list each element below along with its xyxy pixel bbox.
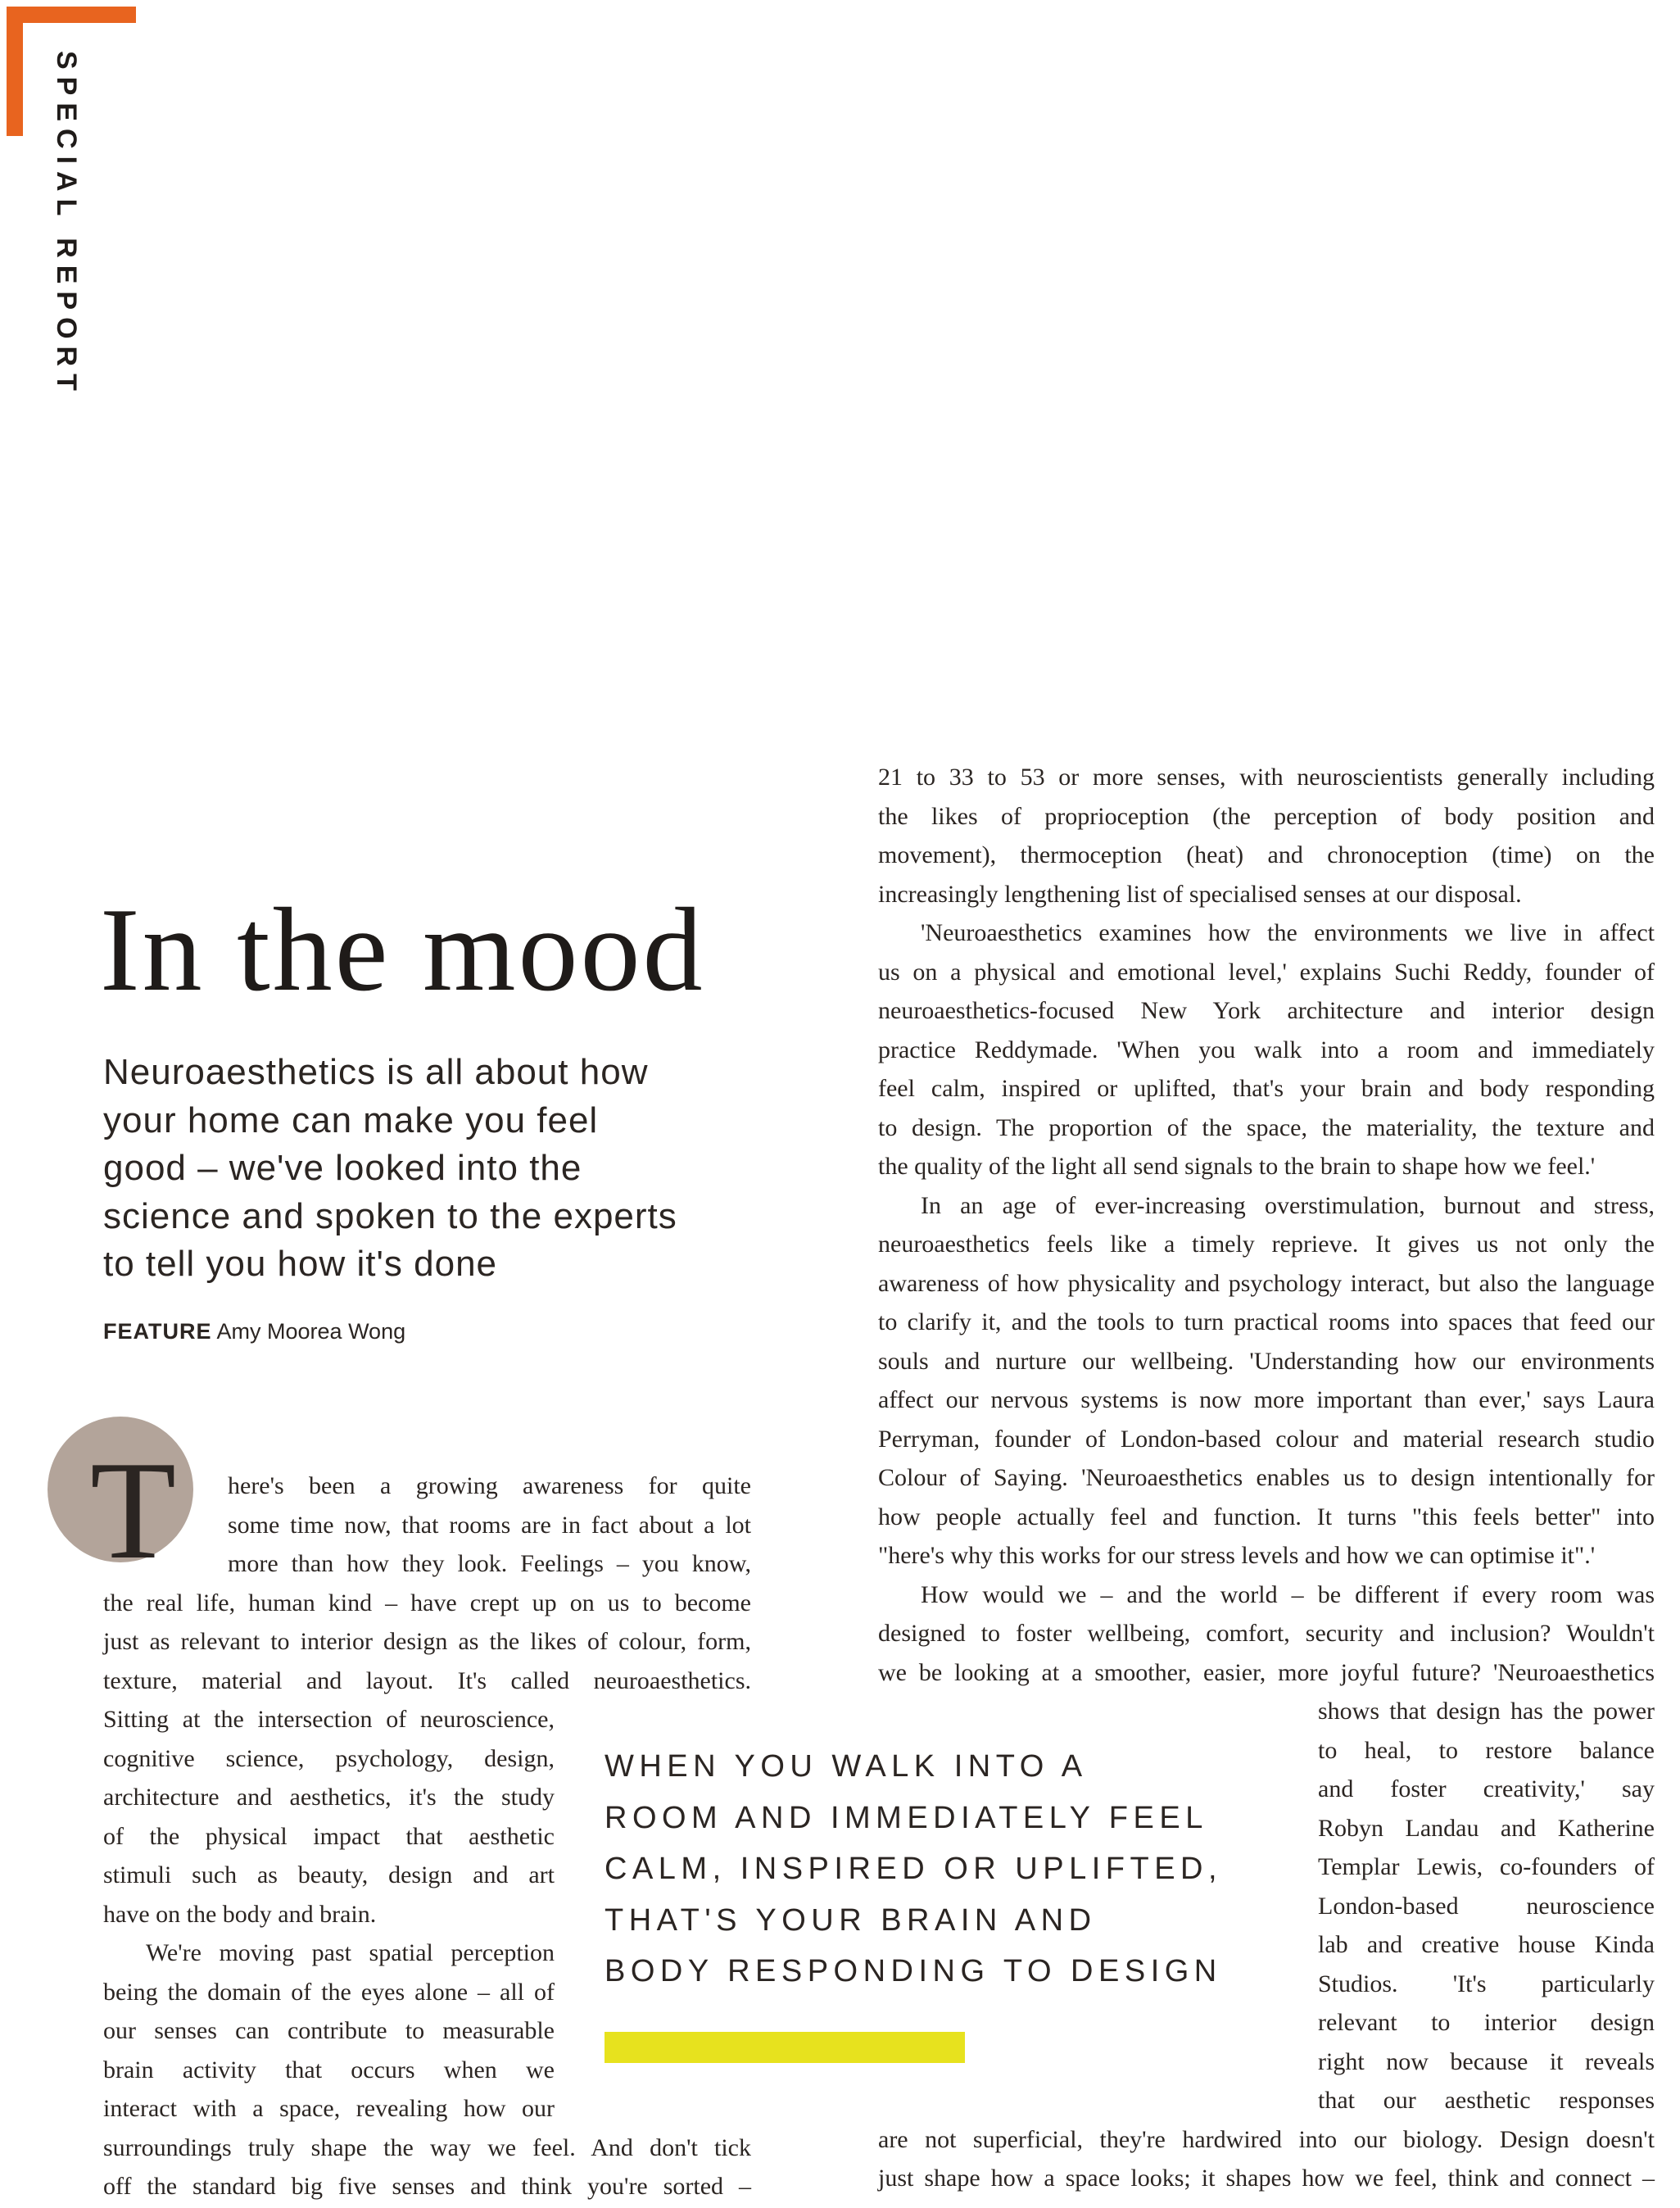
body-line: Templar Lewis, co-founders of xyxy=(1318,1853,1655,1880)
dropcap-letter: T xyxy=(90,1433,177,1589)
body-line: our senses can contribute to measurable xyxy=(103,2017,555,2044)
body-line: the quality of the light all send signals to the brain to shape how we feel.' xyxy=(878,1153,1596,1180)
standfirst-line: your home can make you feel xyxy=(103,1099,599,1140)
body-line: We're moving past spatial perception xyxy=(146,1939,555,1966)
body-line: have on the body and brain. xyxy=(103,1900,377,1928)
body-line: the real life, human kind – have crept up on us to become xyxy=(103,1589,751,1616)
body-line: just shape how a space looks; it shapes how we feel, think and connect – xyxy=(878,2165,1655,2192)
body-line: shows that design has the power xyxy=(1318,1698,1655,1725)
body-line: practice Reddymade. 'When you walk into a room and immediately xyxy=(878,1036,1655,1063)
pull-quote-line: THAT'S YOUR BRAIN AND xyxy=(605,1902,1097,1938)
body-line: to clarify it, and the tools to turn practical rooms into spaces that feed our xyxy=(878,1308,1655,1335)
standfirst-line: to tell you how it's done xyxy=(103,1244,498,1284)
body-line: architecture and aesthetics, it's the study xyxy=(103,1784,555,1811)
body-line: we be looking at a smoother, easier, more joyful future? 'Neuroaesthetics xyxy=(878,1658,1655,1686)
body-line: lab and creative house Kinda xyxy=(1318,1931,1655,1958)
body-line: here's been a growing awareness for quite xyxy=(228,1472,751,1499)
body-line: 'Neuroaesthetics examines how the environments we live in affect xyxy=(921,919,1655,946)
body-line: Colour of Saying. 'Neuroaesthetics enables us to design intentionally for xyxy=(878,1464,1655,1491)
body-line: 21 to 33 to 53 or more senses, with neuroscientists generally including xyxy=(878,764,1655,791)
body-line: In an age of ever-increasing overstimulation, burnout and stress, xyxy=(921,1191,1655,1219)
corner-accent-vertical xyxy=(7,7,23,136)
pull-quote-line: ROOM AND IMMEDIATELY FEEL xyxy=(605,1800,1208,1835)
body-line: more than how they look. Feelings – you know, xyxy=(228,1550,751,1577)
corner-accent-horizontal xyxy=(7,7,136,23)
body-line: affect our nervous systems is now more important than ever,' says Laura xyxy=(878,1386,1655,1413)
body-line: souls and nurture our wellbeing. 'Understanding how our environments xyxy=(878,1347,1655,1375)
body-line: neuroaesthetics feels like a timely reprieve. It gives us not only the xyxy=(878,1231,1655,1258)
body-line: designed to foster wellbeing, comfort, security and inclusion? Wouldn't xyxy=(878,1620,1655,1647)
body-line: the likes of proprioception (the perception of body position and xyxy=(878,802,1655,830)
body-line: cognitive science, psychology, design, xyxy=(103,1744,555,1772)
pull-quote-line: WHEN YOU WALK INTO A xyxy=(605,1749,1088,1784)
body-line: neuroaesthetics-focused New York architecture and interior design xyxy=(878,997,1655,1024)
body-line: London-based neuroscience xyxy=(1318,1892,1655,1920)
byline-label: FEATURE xyxy=(103,1319,212,1344)
byline xyxy=(103,1319,405,1344)
standfirst-line: good – we've looked into the xyxy=(103,1148,582,1188)
pull-quote-highlight-bar xyxy=(605,2032,965,2063)
section-label: SPECIAL REPORT xyxy=(51,51,82,398)
body-line: How would we – and the world – be different if every room was xyxy=(921,1580,1655,1608)
standfirst-line: science and spoken to the experts xyxy=(103,1195,677,1236)
pull-quote-line: BODY RESPONDING TO DESIGN xyxy=(605,1954,1222,1988)
body-line: Perryman, founder of London-based colour and material research studio xyxy=(878,1425,1655,1453)
body-line: of the physical impact that aesthetic xyxy=(103,1822,555,1850)
standfirst xyxy=(103,1049,775,1289)
body-line: stimuli such as beauty, design and art xyxy=(103,1861,555,1888)
body-line: off the standard big five senses and think you're sorted – xyxy=(103,2173,751,2200)
body-line: that our aesthetic responses xyxy=(1318,2087,1655,2114)
pull-quote xyxy=(605,1741,1222,1997)
body-line: brain activity that occurs when we xyxy=(103,2056,555,2083)
byline-author: Amy Moorea Wong xyxy=(216,1319,406,1344)
body-line: some time now, that rooms are in fact about a lot xyxy=(228,1511,751,1539)
body-line: and foster creativity,' say xyxy=(1318,1775,1655,1802)
body-line: interact with a space, revealing how our xyxy=(103,2095,555,2122)
body-line: awareness of how physicality and psychology interact, but also the language xyxy=(878,1269,1655,1297)
article-title: In the mood xyxy=(100,883,705,1016)
body-line: movement), thermoception (heat) and chronoception (time) on the xyxy=(878,841,1655,868)
body-line: Studios. 'It's particularly xyxy=(1318,1970,1655,1997)
body-line: are not superficial, they're hardwired into our biology. Design doesn't xyxy=(878,2125,1655,2153)
body-line: us on a physical and emotional level,' explains Suchi Reddy, founder of xyxy=(878,958,1655,986)
body-line: texture, material and layout. It's called neuroaesthetics. xyxy=(103,1666,751,1694)
body-line: increasingly lengthening list of specialised senses at our disposal. xyxy=(878,880,1522,908)
body-line: Robyn Landau and Katherine xyxy=(1318,1814,1655,1842)
body-line: surroundings truly shape the way we feel. And don't tick xyxy=(103,2133,751,2161)
body-line: being the domain of the eyes alone – all of xyxy=(103,1978,555,2006)
body-line: feel calm, inspired or uplifted, that's your brain and body responding xyxy=(878,1075,1655,1102)
body-line: to heal, to restore balance xyxy=(1318,1736,1655,1764)
body-line: to design. The proportion of the space, the materiality, the texture and xyxy=(878,1113,1655,1141)
body-line: Sitting at the intersection of neuroscience, xyxy=(103,1706,555,1733)
standfirst-line: Neuroaesthetics is all about how xyxy=(103,1052,649,1092)
body-line: "here's why this works for our stress levels and how we can optimise it".' xyxy=(878,1542,1596,1569)
body-line: relevant to interior design xyxy=(1318,2009,1655,2036)
body-line: how people actually feel and function. It turns "this feels better" into xyxy=(878,1503,1655,1530)
pull-quote-line: CALM, INSPIRED OR UPLIFTED, xyxy=(605,1852,1223,1886)
body-line: just as relevant to interior design as the likes of colour, form, xyxy=(103,1628,751,1655)
body-line: right now because it reveals xyxy=(1318,2047,1655,2075)
